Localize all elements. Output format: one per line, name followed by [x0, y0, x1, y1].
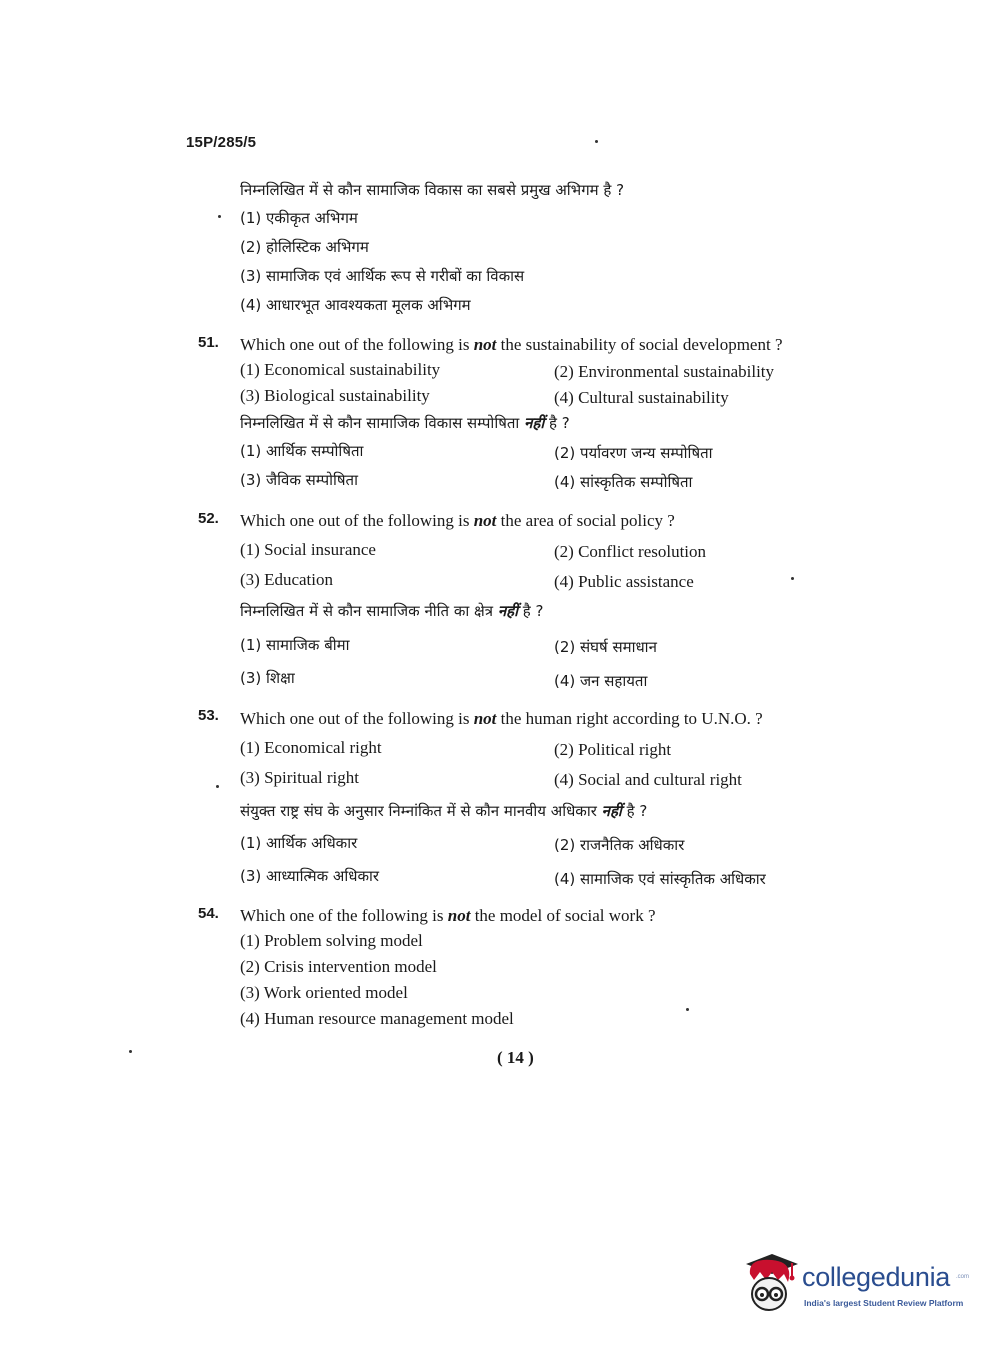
q51-number: 51. — [198, 334, 219, 351]
q52-hindi-option-4: (4) जन सहायता — [554, 672, 648, 690]
q51-option-2: (2) Environmental sustainability — [554, 362, 775, 381]
scan-speck — [218, 215, 221, 218]
q53-hindi-option-4: (4) सामाजिक एवं सांस्कृतिक अधिकार — [554, 870, 766, 888]
q54-option-2: (2) Crisis intervention model — [240, 957, 437, 976]
scan-speck — [686, 1008, 689, 1011]
q54-option-1: (1) Problem solving model — [240, 931, 423, 950]
q54-option-3: (3) Work oriented model — [240, 983, 408, 1002]
q53-option-2: (2) Political right — [554, 740, 672, 759]
q51-question: Which one out of the following is not the sustainability of social development ? — [240, 335, 783, 354]
q52-question: Which one out of the following is not the area of social policy ? — [240, 511, 675, 530]
q54-option-4: (4) Human resource management model — [240, 1009, 514, 1028]
q52-hindi-option-1: (1) सामाजिक बीमा — [240, 636, 350, 654]
q50-hindi-option-3: (3) सामाजिक एवं आर्थिक रूप से गरीबों का विकास — [240, 267, 525, 285]
q50-hindi-question: निम्नलिखित में से कौन सामाजिक विकास का सबसे प्रमुख अभिगम है ? — [240, 181, 625, 199]
page-number: ( 14 ) — [497, 1048, 534, 1067]
q53-option-1: (1) Economical right — [240, 738, 382, 757]
scan-speck — [129, 1050, 132, 1053]
q54-number: 54. — [198, 905, 219, 922]
q52-hindi-option-3: (3) शिक्षा — [240, 669, 295, 687]
q50-hindi-option-1: (1) एकीकृत अभिगम — [240, 209, 358, 227]
q53-hindi-question: संयुक्त राष्ट्र संघ के अनुसार निम्नांकित में से कौन मानवीय अधिकार नहीं है ? — [240, 802, 648, 820]
q52-number: 52. — [198, 510, 219, 527]
collegedunia-logo — [742, 1250, 972, 1320]
q51-hindi-option-4: (4) सांस्कृतिक सम्पोषिता — [554, 473, 693, 491]
q54-question: Which one of the following is not the model of social work ? — [240, 906, 656, 925]
q52-hindi-option-2: (2) संघर्ष समाधान — [554, 638, 657, 656]
logo-wordmark: collegedunia — [802, 1262, 951, 1292]
q52-hindi-question: निम्नलिखित में से कौन सामाजिक नीति का क्षेत्र नहीं है ? — [240, 602, 544, 620]
q52-option-1: (1) Social insurance — [240, 540, 376, 559]
q53-number: 53. — [198, 707, 219, 724]
q51-hindi-option-1: (1) आर्थिक सम्पोषिता — [240, 442, 364, 460]
q50-hindi-option-4: (4) आधारभूत आवश्यकता मूलक अभिगम — [240, 296, 471, 314]
q53-hindi-option-1: (1) आर्थिक अधिकार — [240, 834, 358, 852]
q53-option-3: (3) Spiritual right — [240, 768, 359, 787]
q52-option-2: (2) Conflict resolution — [554, 542, 707, 561]
q51-option-3: (3) Biological sustainability — [240, 386, 430, 405]
q50-hindi-option-2: (2) होलिस्टिक अभिगम — [240, 238, 369, 256]
scan-speck — [216, 785, 219, 788]
q53-option-4: (4) Social and cultural right — [554, 770, 742, 789]
logo-dotcom: .com — [956, 1274, 970, 1280]
q51-hindi-option-2: (2) पर्यावरण जन्य सम्पोषिता — [554, 444, 713, 462]
q53-hindi-option-3: (3) आध्यात्मिक अधिकार — [240, 867, 380, 885]
scan-speck — [595, 140, 598, 143]
q51-option-4: (4) Cultural sustainability — [554, 388, 729, 407]
q53-question: Which one out of the following is not the human right according to U.N.O. ? — [240, 709, 763, 728]
paper-code: 15P/285/5 — [186, 134, 257, 151]
q52-option-4: (4) Public assistance — [554, 572, 694, 591]
q51-option-1: (1) Economical sustainability — [240, 360, 441, 379]
scan-speck — [791, 577, 794, 580]
q51-hindi-question: निम्नलिखित में से कौन सामाजिक विकास सम्पोषिता नहीं है ? — [240, 414, 570, 432]
mascot-icon — [742, 1252, 800, 1316]
q52-option-3: (3) Education — [240, 570, 333, 589]
q51-hindi-option-3: (3) जैविक सम्पोषिता — [240, 471, 358, 489]
logo-tagline: India's largest Student Review Platform — [804, 1298, 964, 1308]
q53-hindi-option-2: (2) राजनैतिक अधिकार — [554, 836, 685, 854]
